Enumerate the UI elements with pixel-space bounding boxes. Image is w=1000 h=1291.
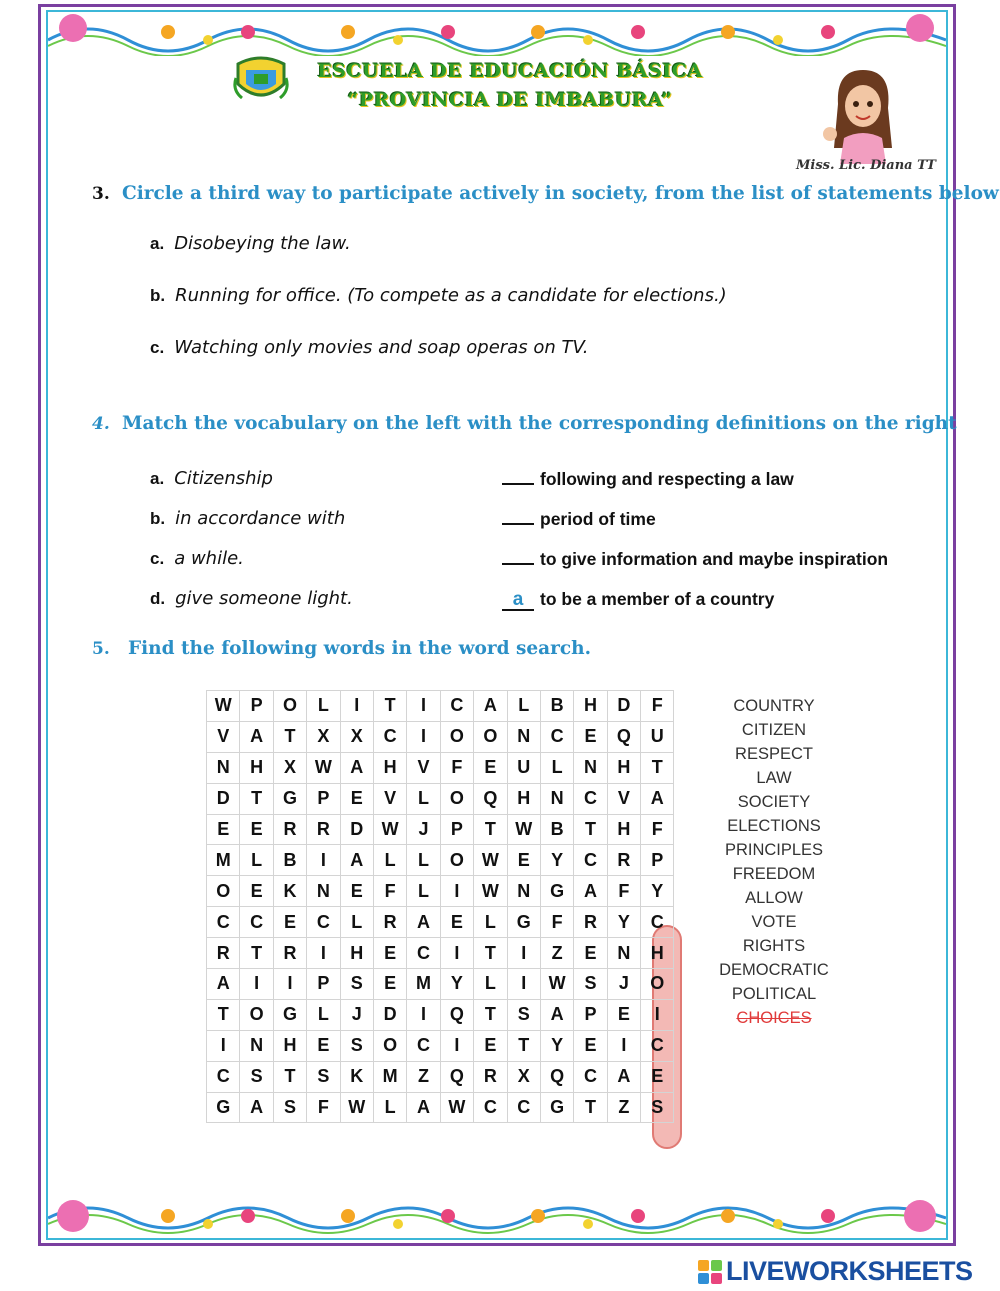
grid-cell[interactable]: J [340,999,373,1030]
grid-cell[interactable]: I [607,1030,640,1061]
grid-row [207,907,674,938]
grid-cell[interactable]: H [240,752,273,783]
grid-cell[interactable]: L [407,845,440,876]
grid-cell[interactable]: I [407,721,440,752]
grid-cell[interactable]: Y [607,907,640,938]
grid-cell[interactable]: Z [540,938,573,969]
grid-cell[interactable]: C [307,907,340,938]
grid-cell[interactable]: W [540,969,573,1000]
grid-cell[interactable]: A [574,876,607,907]
grid-cell[interactable]: C [440,691,473,722]
grid-cell[interactable]: C [240,907,273,938]
grid-cell[interactable]: B [273,845,306,876]
grid-cell[interactable]: O [240,999,273,1030]
grid-cell[interactable]: O [440,783,473,814]
grid-cell[interactable]: S [273,1092,306,1123]
grid-cell[interactable]: V [373,783,406,814]
grid-cell[interactable]: L [307,999,340,1030]
grid-cell[interactable]: T [507,1030,540,1061]
grid-cell[interactable]: O [474,721,507,752]
grid-cell[interactable]: O [207,876,240,907]
grid-cell[interactable]: O [440,721,473,752]
grid-cell[interactable]: E [440,907,473,938]
grid-cell[interactable]: R [373,907,406,938]
grid-cell[interactable]: C [574,1061,607,1092]
grid-cell[interactable]: L [373,1092,406,1123]
grid-cell[interactable]: J [407,814,440,845]
q4-definition-2 [502,509,656,530]
grid-cell[interactable]: J [607,969,640,1000]
term-letter: a. [150,469,165,488]
q4-term-a [150,468,273,490]
grid-cell[interactable]: A [240,721,273,752]
bottom-floral-border [48,1192,946,1238]
grid-cell[interactable]: L [474,907,507,938]
grid-cell[interactable]: E [240,814,273,845]
q4-definition-3 [502,549,888,570]
grid-cell[interactable]: P [307,783,340,814]
grid-cell[interactable]: W [373,814,406,845]
grid-cell[interactable]: I [207,1030,240,1061]
grid-cell[interactable]: V [607,783,640,814]
grid-cell[interactable]: C [641,907,674,938]
grid-cell[interactable]: A [407,907,440,938]
term-letter: c. [150,549,165,568]
grid-cell[interactable]: L [307,691,340,722]
grid-cell[interactable]: C [574,845,607,876]
grid-cell[interactable]: H [340,938,373,969]
grid-cell[interactable]: I [273,969,306,1000]
grid-cell[interactable]: B [540,814,573,845]
grid-cell[interactable]: A [607,1061,640,1092]
grid-cell[interactable]: F [641,691,674,722]
q5-prompt: Find the following words in the word search. [128,638,592,659]
grid-cell[interactable]: G [507,907,540,938]
grid-cell[interactable]: C [373,721,406,752]
term-text: give someone light. [175,588,353,609]
q3-prompt: Circle a third way to participate actively in society, from the list of statements below [122,183,999,204]
definition-text: to give information and maybe inspiration [540,549,889,569]
grid-cell[interactable]: L [240,845,273,876]
grid-cell[interactable]: T [373,691,406,722]
grid-cell[interactable]: S [307,1061,340,1092]
grid-cell[interactable]: A [474,691,507,722]
q3-number: 3. [92,184,110,204]
answer-blank-3[interactable] [502,563,534,565]
grid-cell[interactable]: G [273,783,306,814]
word-search-grid[interactable] [206,690,674,1123]
grid-cell[interactable]: E [474,752,507,783]
grid-row [207,845,674,876]
q4-number: 4. [92,414,110,434]
grid-cell[interactable]: G [207,1092,240,1123]
grid-cell[interactable]: Y [440,969,473,1000]
grid-cell[interactable]: A [340,845,373,876]
grid-cell[interactable]: M [373,1061,406,1092]
grid-cell[interactable]: V [407,752,440,783]
grid-cell[interactable]: Q [607,721,640,752]
grid-cell[interactable]: I [641,999,674,1030]
grid-cell[interactable]: H [607,814,640,845]
grid-cell[interactable]: R [574,907,607,938]
grid-cell[interactable]: B [540,691,573,722]
grid-cell[interactable]: C [574,783,607,814]
grid-cell[interactable]: E [574,1030,607,1061]
grid-cell[interactable]: E [273,907,306,938]
grid-cell[interactable]: D [373,999,406,1030]
grid-cell[interactable]: I [307,938,340,969]
grid-cell[interactable]: P [641,845,674,876]
grid-cell[interactable]: L [507,691,540,722]
grid-cell[interactable]: R [273,814,306,845]
grid-cell[interactable]: T [273,721,306,752]
grid-row [207,1061,674,1092]
option-text: Running for office. (To compete as a candidate for elections.) [175,285,727,306]
grid-cell[interactable]: C [641,1030,674,1061]
word-list-item: ELECTIONS [727,817,821,835]
grid-row [207,1092,674,1123]
grid-cell[interactable]: L [540,752,573,783]
option-text: Disobeying the law. [174,233,351,254]
word-list-item-found: CHOICES [736,1009,812,1027]
option-letter: c. [150,338,165,357]
grid-cell[interactable]: P [574,999,607,1030]
grid-cell[interactable]: I [440,876,473,907]
grid-cell[interactable]: D [207,783,240,814]
grid-cell[interactable]: C [507,1092,540,1123]
grid-cell[interactable]: H [607,752,640,783]
grid-cell[interactable]: H [507,783,540,814]
q4-definition-1 [502,469,794,490]
grid-cell[interactable]: F [307,1092,340,1123]
grid-cell[interactable]: N [207,752,240,783]
grid-cell[interactable]: M [407,969,440,1000]
grid-cell[interactable]: R [474,1061,507,1092]
grid-cell[interactable]: E [307,1030,340,1061]
grid-cell[interactable]: T [474,814,507,845]
grid-cell[interactable]: H [273,1030,306,1061]
grid-cell[interactable]: Y [540,845,573,876]
word-list-item: LAW [756,769,792,787]
word-list-item: COUNTRY [733,697,815,715]
grid-cell[interactable]: R [307,814,340,845]
grid-cell[interactable]: N [574,752,607,783]
grid-cell[interactable]: I [407,691,440,722]
definition-text: to be a member of a country [540,589,775,609]
grid-row [207,1030,674,1061]
grid-cell[interactable]: W [307,752,340,783]
grid-cell[interactable]: A [340,752,373,783]
word-list-item: ALLOW [745,889,803,907]
teacher-avatar-icon [818,64,908,164]
grid-cell[interactable]: E [474,1030,507,1061]
word-list-item: RIGHTS [742,937,806,955]
word-list-item: VOTE [751,913,797,931]
grid-cell[interactable]: E [574,938,607,969]
grid-cell[interactable]: W [474,845,507,876]
grid-cell[interactable]: K [273,876,306,907]
grid-cell[interactable]: Q [440,999,473,1030]
word-list [704,694,844,1030]
grid-cell[interactable]: F [440,752,473,783]
grid-cell[interactable]: P [240,691,273,722]
grid-cell[interactable]: O [641,969,674,1000]
brand-text: LIVEWORKSHEETS [726,1256,973,1286]
grid-cell[interactable]: F [641,814,674,845]
grid-cell[interactable]: Q [474,783,507,814]
grid-cell[interactable]: T [207,999,240,1030]
grid-cell[interactable]: E [507,845,540,876]
term-text: Citizenship [174,468,273,489]
top-floral-border [48,10,946,56]
word-list-item: RESPECT [735,745,813,763]
grid-cell[interactable]: U [507,752,540,783]
grid-cell[interactable]: E [340,783,373,814]
grid-cell[interactable]: S [507,999,540,1030]
grid-cell[interactable]: T [474,938,507,969]
grid-cell[interactable]: I [507,938,540,969]
grid-cell[interactable]: Q [440,1061,473,1092]
grid-cell[interactable]: D [607,691,640,722]
grid-cell[interactable]: L [340,907,373,938]
grid-cell[interactable]: E [574,721,607,752]
word-list-item: DEMOCRATIC [719,961,829,979]
option-letter: b. [150,286,166,305]
definition-text: following and respecting a law [540,469,794,489]
grid-cell[interactable]: S [641,1092,674,1123]
grid-cell[interactable]: W [440,1092,473,1123]
q4-term-c [150,548,244,570]
grid-cell[interactable]: C [207,907,240,938]
grid-cell[interactable]: I [307,845,340,876]
teacher-signature: Miss. Lic. Diana TT [796,158,936,173]
grid-cell[interactable]: C [207,1061,240,1092]
grid-cell[interactable]: C [540,721,573,752]
grid-cell[interactable]: H [641,938,674,969]
grid-cell[interactable]: E [641,1061,674,1092]
grid-cell[interactable]: E [340,876,373,907]
grid-row [207,752,674,783]
grid-cell[interactable]: T [273,1061,306,1092]
grid-cell[interactable]: V [207,721,240,752]
answer-blank-4[interactable]: a [502,591,534,611]
grid-cell[interactable]: W [474,876,507,907]
grid-cell[interactable]: A [207,969,240,1000]
grid-cell[interactable]: X [273,752,306,783]
grid-cell[interactable]: R [607,845,640,876]
grid-cell[interactable]: O [273,691,306,722]
grid-cell[interactable]: C [474,1092,507,1123]
grid-cell[interactable]: X [307,721,340,752]
school-name-line1: ESCUELA DE EDUCACIÓN BÁSICA [317,60,703,82]
grid-cell[interactable]: H [574,691,607,722]
grid-row [207,938,674,969]
grid-cell[interactable]: H [373,752,406,783]
grid-cell[interactable]: K [340,1061,373,1092]
grid-row [207,814,674,845]
term-text: a while. [174,548,244,569]
grid-cell[interactable]: E [207,814,240,845]
grid-cell[interactable]: G [273,999,306,1030]
grid-cell[interactable]: F [607,876,640,907]
grid-cell[interactable]: M [207,845,240,876]
grid-cell[interactable]: L [474,969,507,1000]
q4-definition-4 [502,589,774,611]
grid-cell[interactable]: L [407,783,440,814]
grid-cell[interactable]: F [373,876,406,907]
grid-cell[interactable]: L [407,876,440,907]
grid-cell[interactable]: C [407,938,440,969]
definition-text: period of time [540,509,656,529]
grid-cell[interactable]: E [373,969,406,1000]
grid-cell[interactable]: I [507,969,540,1000]
grid-cell[interactable]: N [240,1030,273,1061]
option-text: Watching only movies and soap operas on TV. [174,337,589,358]
grid-cell[interactable]: T [574,1092,607,1123]
q4-prompt: Match the vocabulary on the left with the corresponding definitions on the right [122,413,957,434]
grid-cell[interactable]: X [340,721,373,752]
liveworksheets-brand [698,1256,973,1287]
grid-cell[interactable]: G [540,1092,573,1123]
word-list-item: SOCIETY [737,793,811,811]
grid-cell[interactable]: E [607,999,640,1030]
grid-cell[interactable]: P [307,969,340,1000]
grid-row [207,783,674,814]
term-letter: d. [150,589,166,608]
grid-cell[interactable]: I [240,969,273,1000]
grid-cell[interactable]: I [407,999,440,1030]
grid-cell[interactable]: W [507,814,540,845]
grid-cell[interactable]: N [507,876,540,907]
grid-cell[interactable]: Z [607,1092,640,1123]
grid-cell[interactable]: W [340,1092,373,1123]
grid-cell[interactable]: A [540,999,573,1030]
grid-cell[interactable]: I [440,1030,473,1061]
grid-cell[interactable]: T [474,999,507,1030]
grid-row [207,691,674,722]
option-letter: a. [150,234,165,253]
q4-term-b [150,508,345,530]
school-crest-icon [232,50,290,108]
grid-cell[interactable]: N [540,783,573,814]
grid-cell[interactable]: R [207,938,240,969]
grid-row [207,969,674,1000]
grid-cell[interactable]: Y [540,1030,573,1061]
q3-option-a[interactable] [150,233,351,255]
word-list-item: FREEDOM [732,865,816,883]
term-text: in accordance with [175,508,346,529]
q3-option-c[interactable] [150,337,588,359]
grid-cell[interactable]: T [240,783,273,814]
grid-cell[interactable]: Z [407,1061,440,1092]
grid-cell[interactable]: N [607,938,640,969]
grid-row [207,876,674,907]
grid-cell[interactable]: F [540,907,573,938]
word-list-item: CITIZEN [741,721,807,739]
q5-number: 5. [92,639,110,659]
grid-cell[interactable]: S [574,969,607,1000]
grid-cell[interactable]: S [340,1030,373,1061]
school-name-line2: “PROVINCIA DE IMBABURA” [347,89,673,111]
grid-cell[interactable]: Y [641,876,674,907]
grid-cell[interactable]: S [340,969,373,1000]
grid-cell[interactable]: I [440,938,473,969]
word-list-item: PRINCIPLES [724,841,824,859]
grid-cell[interactable]: X [507,1061,540,1092]
grid-cell[interactable]: S [240,1061,273,1092]
answer-blank-1[interactable] [502,483,534,485]
liveworksheets-logo-icon [698,1260,722,1284]
grid-row [207,721,674,752]
grid-cell[interactable]: N [507,721,540,752]
grid-cell[interactable]: O [440,845,473,876]
grid-cell[interactable]: T [641,752,674,783]
q3-option-b[interactable] [150,285,727,307]
grid-row [207,999,674,1030]
grid-cell[interactable]: R [273,938,306,969]
grid-cell[interactable]: A [240,1092,273,1123]
grid-cell[interactable]: E [240,876,273,907]
term-letter: b. [150,509,166,528]
grid-cell[interactable]: W [207,691,240,722]
grid-cell[interactable]: U [641,721,674,752]
grid-cell[interactable]: P [440,814,473,845]
q4-term-d [150,588,353,610]
grid-cell[interactable]: N [307,876,340,907]
grid-cell[interactable]: A [407,1092,440,1123]
grid-cell[interactable]: O [373,1030,406,1061]
grid-cell[interactable]: Q [540,1061,573,1092]
grid-cell[interactable]: T [240,938,273,969]
grid-cell[interactable]: T [574,814,607,845]
word-list-item: POLITICAL [731,985,817,1003]
grid-cell[interactable]: G [540,876,573,907]
grid-cell[interactable]: I [340,691,373,722]
grid-cell[interactable]: L [373,845,406,876]
grid-cell[interactable]: C [407,1030,440,1061]
grid-cell[interactable]: D [340,814,373,845]
answer-blank-2[interactable] [502,523,534,525]
grid-cell[interactable]: E [373,938,406,969]
grid-cell[interactable]: A [641,783,674,814]
